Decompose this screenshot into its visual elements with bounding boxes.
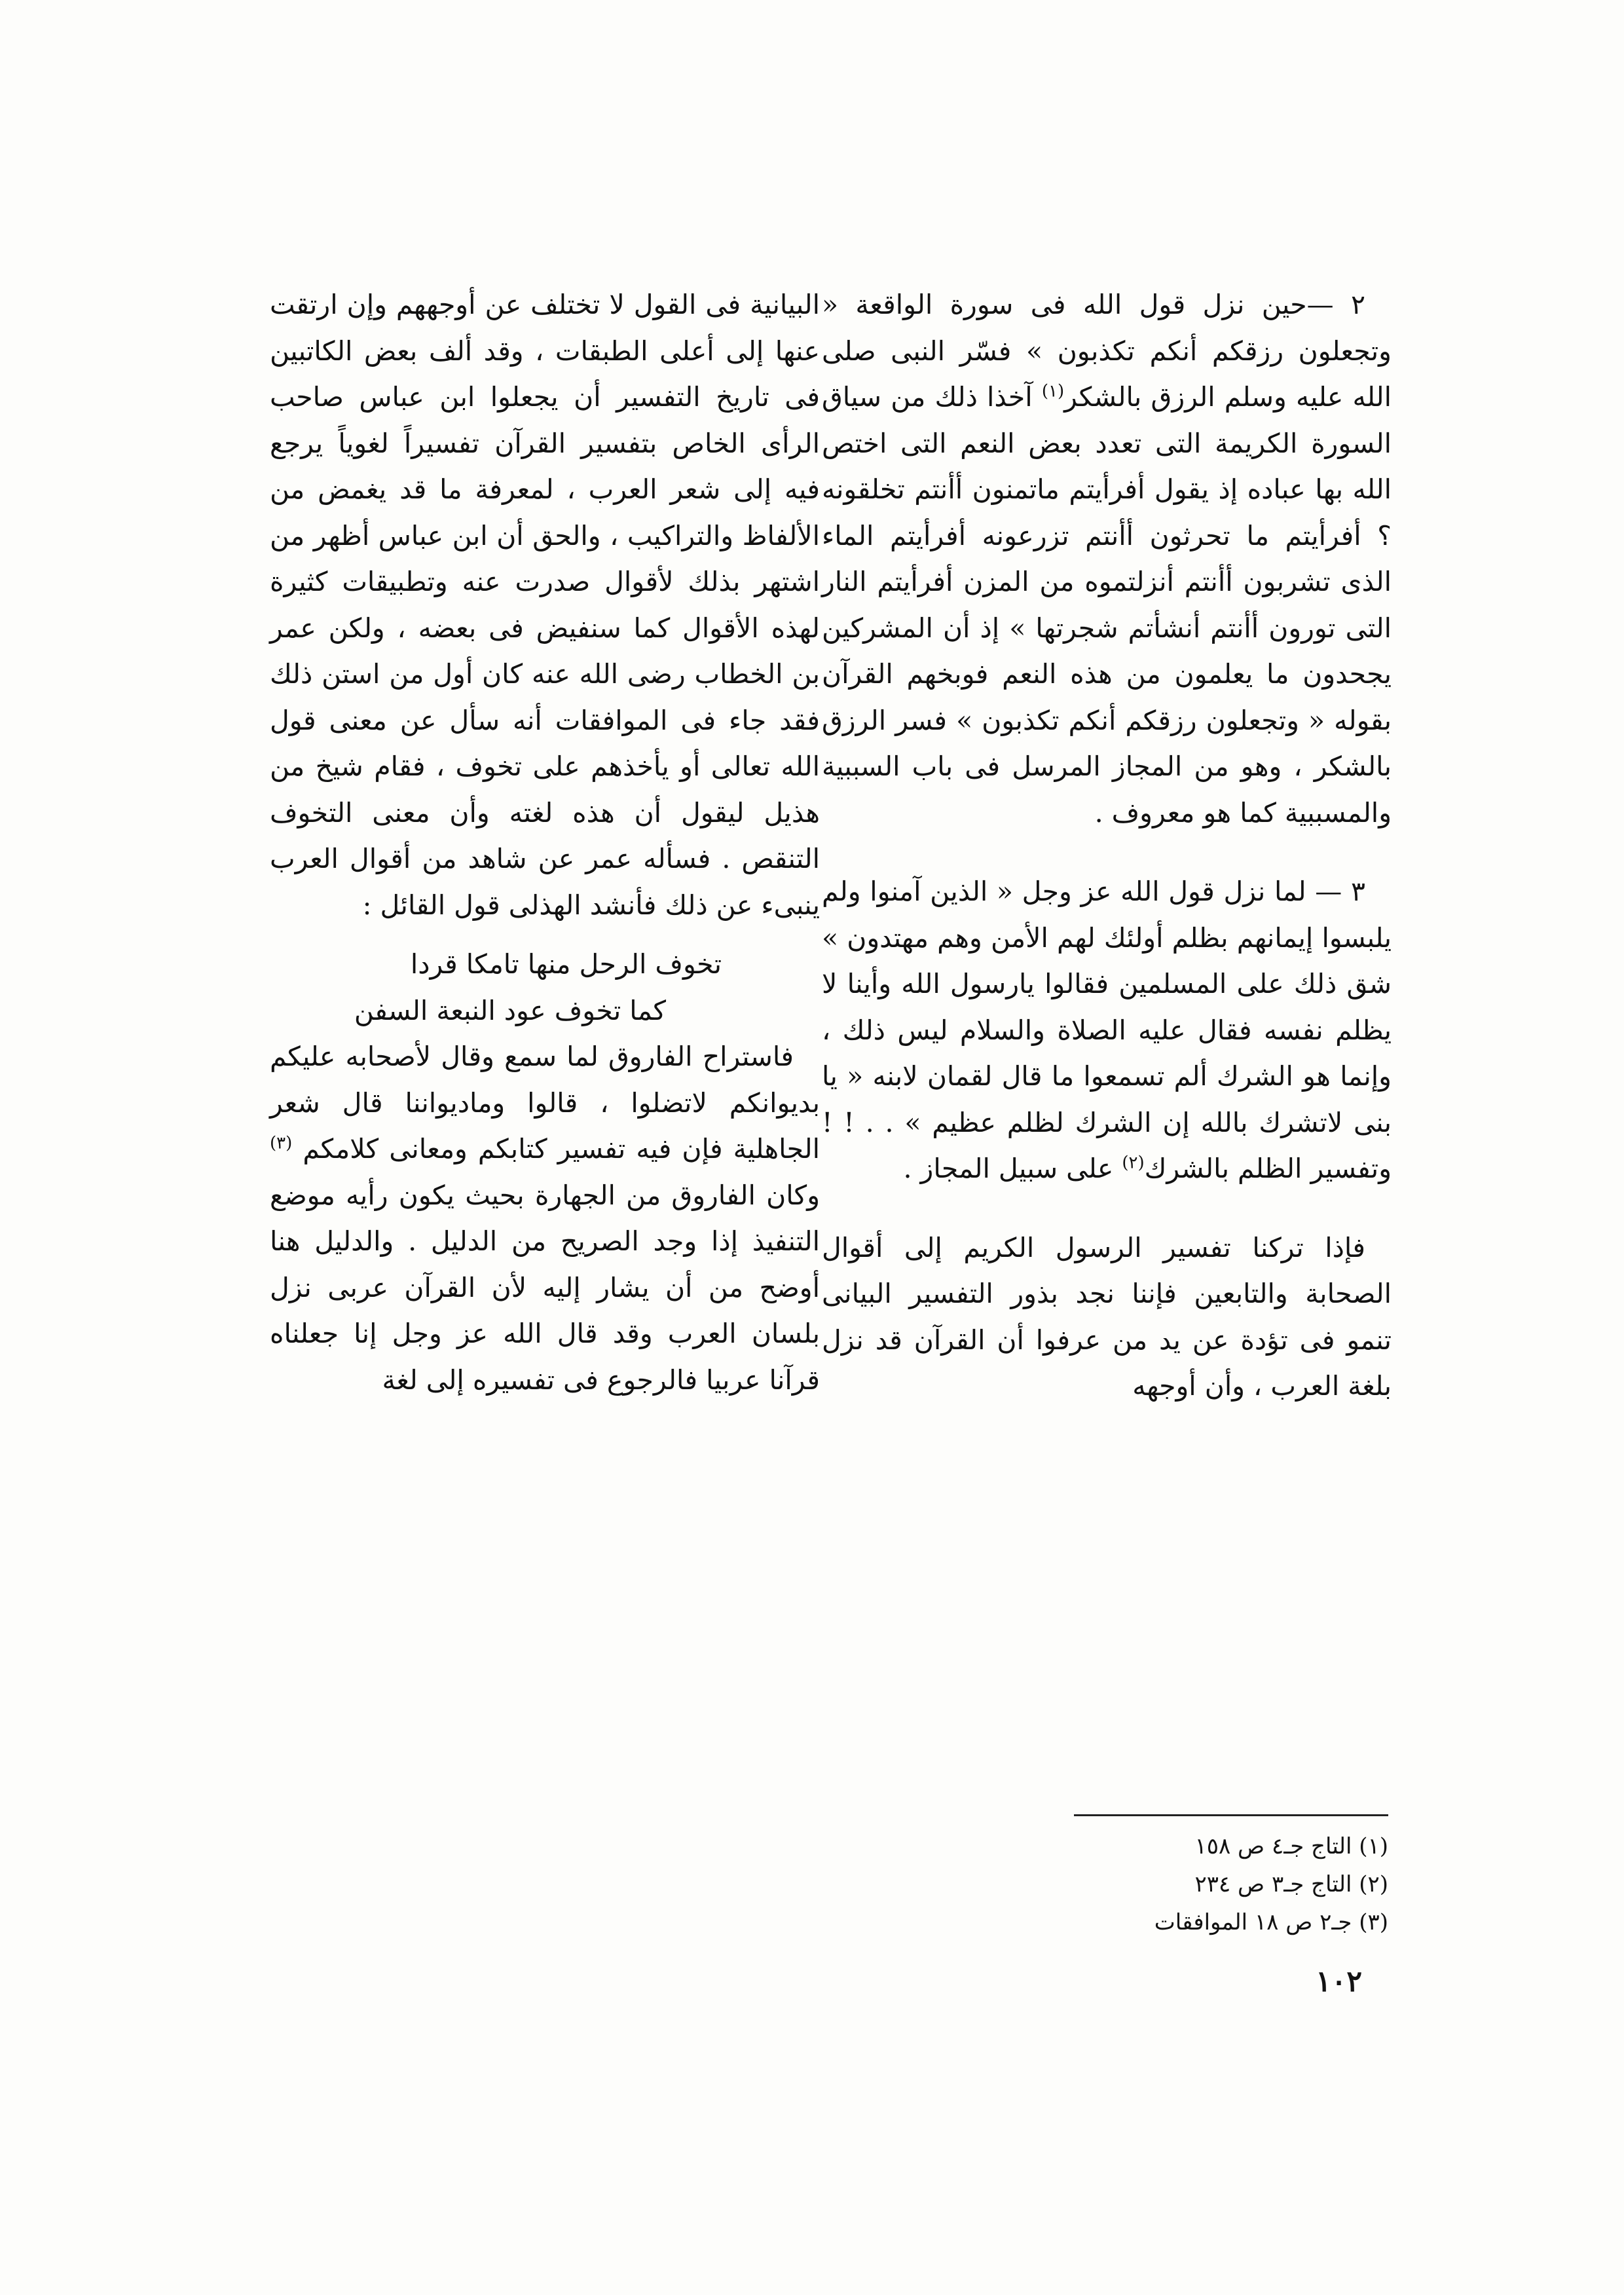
paragraph-4: فإذا تركنا تفسير الرسول الكريم إلى أقوال الصحابة والتابعين فإننا نجد بذور التفسير البيانى تنمو فى تؤدة عن يد من عرفوا أن القرآن قد نزل بلغة العرب ، وأن أوجهه [822, 1231, 1392, 1402]
page-number: ١٠٢ [1316, 1965, 1362, 1998]
footnote-divider [1074, 1814, 1388, 1816]
right-column [822, 282, 1392, 1409]
verse-line-2: كما تخوف عود النبعة السفن [354, 994, 666, 1026]
paragraph-3-text-start: ٣ — لما نزل قول الله عز وجل « الذين آمنوا ولم يلبسوا إيمانهم بظلم أولئك لهم الأمن وهم مهتدون » شق ذلك على المسلمين فقالوا يارسول الله وأينا لا يظلم نفسه فقال عليه الصلاة والسلام ليس ذلك ، وإنما هو الشرك ألم تسمعوا ما قال لقمان لابنه « يا بنى لاتشرك بالله إن الشرك لظلم عظيم » . . ! ! وتفسير الظلم بالشرك [822, 876, 1392, 1184]
left-column [270, 282, 820, 1403]
footnote-ref-1: (١) [1041, 381, 1065, 401]
footnote-ref-3: (٣) [270, 1133, 293, 1153]
paragraph-continuation: البيانية فى القول لا تختلف عن أوجههم وإن ارتقت عنها إلى أعلى الطبقات ، وقد ألف بعض الكاتبين فى تاريخ التفسير أن يجعلوا ابن عباس صاحب الرأى الخاص بتفسير القرآن تفسيراً لغوياً يرجع فيه إلى شعر العرب ، لمعرفة ما قد يغمض من الألفاظ والتراكيب ، والحق أن ابن عباس أظهر من اشتهر بذلك لأقوال صدرت عنه وتطبيقات كثيرة لهذه الأقوال كما سنفيض فى بعضه ، ولكن عمر بن الخطاب رضى الله عنه كان أول من استن ذلك فقد جاء فى الموافقات أنه سأل عن معنى قول الله تعالى أو يأخذهم على تخوف ، فقام شيخ من هذيل ليقول أن هذه لغته وأن معنى التخوف التنقص . فسأله عمر عن شاهد من أقوال العرب ينبىء عن ذلك فأنشد الهذلى قول القائل : [270, 289, 820, 921]
paragraph-farouq [270, 1034, 820, 1403]
paragraph-farouq-text-end: وكان الفاروق من الجهارة بحيث يكون رأيه موضع التنفيذ إذا وجد الصريح من الدليل . والدليل هنا أوضح من أن يشار إليه لأن القرآن عربى نزل بلسان العرب وقد قال الله عز وجل إنا جعلناه قرآنا عربيا فالرجوع فى تفسيره إلى لغة [270, 1179, 821, 1396]
footnotes [982, 1827, 1388, 1941]
footnote-3: (٣) جـ٢ ص ١٨ الموافقات [1154, 1909, 1388, 1935]
poetry-verse [270, 941, 820, 1034]
paragraph-2-text-end: آخذا ذلك من سياق السورة الكريمة التى تعدد بعض النعم التى اختص الله بها عباده إذ يقول أفرأيتم ماتمنون أأنتم تخلقونه ؟ أفرأيتم ما تحرثون أأنتم تزرعونه أفرأيتم الماء الذى تشربون أأنتم أنزلتموه من المزن أفرأيتم النار التى تورون أأنتم أنشأتم شجرتها » إذ أن المشركين يجحدون ما يعلمون من هذه النعم فوبخهم القرآن بقوله « وتجعلون رزقكم أنكم تكذبون » فسر الرزق بالشكر ، وهو من المجاز المرسل فى باب السببية والمسببية كما هو معروف . [822, 381, 1392, 829]
paragraph-2-text-start: ٢ —حين نزل قول الله فى سورة الواقعة « وتجعلون رزقكم أنكم تكذبون » فسّر النبى صلى الله عليه وسلم الرزق بالشكر [822, 289, 1392, 413]
paragraph-farouq-text-start: فاستراح الفاروق لما سمع وقال لأصحابه عليكم بديوانكم لاتضلوا ، قالوا وماديواننا قال شعر الجاهلية فإن فيه تفسير كتابكم ومعانى كلامكم [270, 1041, 820, 1165]
paragraph-2 [822, 282, 1392, 836]
paragraph-3-text-end: على سبيل المجاز . [903, 1153, 1114, 1184]
paragraph-3 [822, 868, 1392, 1192]
footnote-ref-2: (٢) [1122, 1153, 1145, 1173]
footnote-1: (١) التاج جـ٤ ص ١٥٨ [1194, 1833, 1388, 1859]
verse-line-1: تخوف الرحل منها تامكا قردا [410, 948, 722, 980]
footnote-2: (٢) التاج جـ٣ ص ٢٣٤ [1194, 1871, 1388, 1897]
